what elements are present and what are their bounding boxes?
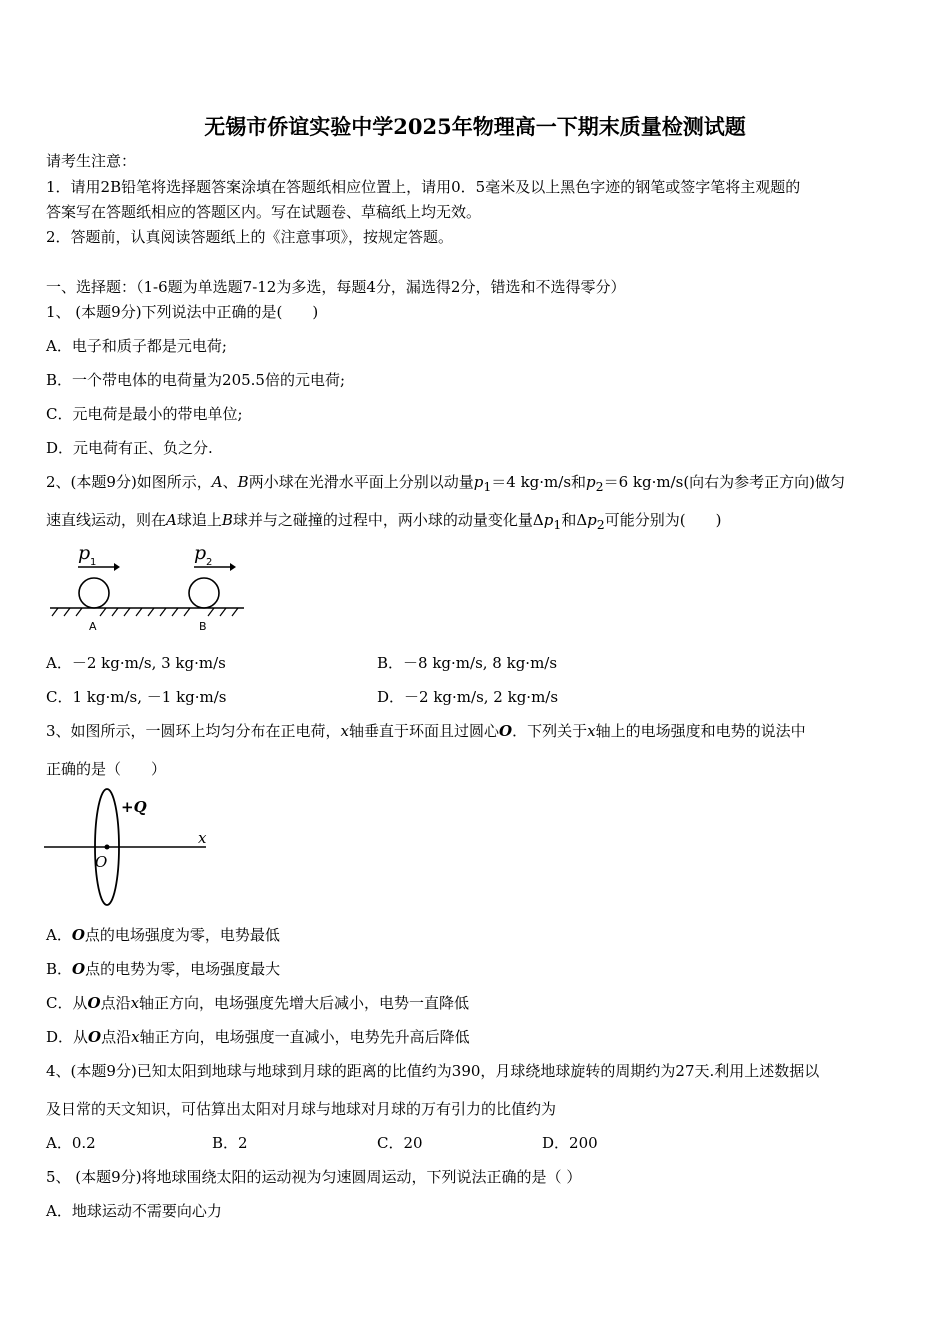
q4-stem-line-2: 及日常的天文知识，可估算出太阳对月球与地球对月球的万有引力的比值约为 <box>46 1100 557 1118</box>
q2-text: 、 <box>222 473 238 491</box>
q3-text: 3、如图所示，一圆环上均匀分布在正电荷， <box>46 722 341 740</box>
q2-fig-arrowhead-p1 <box>114 563 120 571</box>
q2-var-p: p <box>543 511 554 529</box>
q4-option-a: A．0.2 <box>46 1134 96 1152</box>
q3-var-x: x <box>587 722 596 740</box>
q2-fig-label-p1-sub: 1 <box>90 557 97 568</box>
q2-var-b: B <box>221 511 233 529</box>
q1-option-d: D．元电荷有正、负之分. <box>46 439 213 457</box>
q3-option-c-mid: 点沿 <box>100 994 131 1012</box>
q3-text: 轴垂直于环面且过圆心 <box>349 722 500 740</box>
q2-fig-label-b: B <box>199 620 207 633</box>
q3-option-b <box>46 960 280 978</box>
q1-option-a: A．电子和质子都是元电荷; <box>46 337 227 355</box>
q2-fig-label-p2-sub: 2 <box>206 557 213 568</box>
q3-option-c-prefix: C．从 <box>46 994 88 1012</box>
q5-stem: 5、 (本题9分)将地球围绕太阳的运动视为匀速圆周运动，下列说法正确的是（ ） <box>46 1168 582 1186</box>
q1-option-c: C．元电荷是最小的带电单位; <box>46 405 243 423</box>
q2-fig-ground-hatching <box>52 608 238 616</box>
q2-option-a: A．－2 kg·m/s, 3 kg·m/s <box>46 654 226 672</box>
q3-text: ．下列关于 <box>512 722 588 740</box>
notice-heading: 请考生注意： <box>46 152 137 170</box>
q2-var-p: p <box>473 473 484 491</box>
q3-var-x: x <box>131 1028 140 1046</box>
q2-fig-ball-b <box>189 578 219 608</box>
notice-line-1: 1．请用2B铅笔将选择题答案涂填在答题纸相应位置上，请用0．5毫米及以上黑色字迹的钢笔或签字笔将主观题的 <box>46 178 801 196</box>
q3-option-d-prefix: D．从 <box>46 1028 89 1046</box>
q3-option-b-prefix: B． <box>46 960 73 978</box>
page-title: 无锡市侨谊实验中学2025年物理高一下期末质量检测试题 <box>204 114 746 139</box>
q2-var-p: p <box>587 511 597 529</box>
q2-option-d: D．－2 kg·m/s, 2 kg·m/s <box>377 688 559 706</box>
q3-figure-charged-ring <box>44 785 214 909</box>
q3-var-o: O <box>71 926 85 944</box>
q3-fig-center-dot <box>105 845 110 850</box>
q4-option-b: B．2 <box>212 1134 248 1152</box>
q2-figure-two-balls <box>44 540 254 636</box>
q2-text: 两小球在光滑水平面上分别以动量 <box>248 473 474 491</box>
q2-text: 速直线运动，则在 <box>46 511 167 529</box>
q4-stem-line-1: 4、(本题9分)已知太阳到地球与地球到月球的距离的比值约为390，月球绕地球旋转的周期约为27天.利用上述数据以 <box>46 1062 820 1080</box>
q3-var-x: x <box>340 722 350 740</box>
q2-var-b: B <box>237 473 249 491</box>
section-heading: 一、选择题：（1-6题为单选题7-12为多选，每题4分，漏选得2分，错选和不选得零分） <box>46 278 626 296</box>
q2-stem-line-1 <box>46 473 845 494</box>
q2-fig-arrowhead-p2 <box>230 563 236 571</box>
q3-option-d <box>46 1028 470 1046</box>
q3-option-d-mid: 点沿 <box>101 1028 132 1046</box>
q4-option-d: D．200 <box>542 1134 598 1152</box>
q2-text: 球追上 <box>176 511 222 529</box>
q2-fig-label-a: A <box>89 620 97 633</box>
q3-var-o: O <box>499 722 513 740</box>
q2-stem-line-2 <box>46 511 721 532</box>
q2-text: 球并与之碰撞的过程中，两小球的动量变化量Δ <box>232 511 544 529</box>
q2-option-c: C．1 kg·m/s, －1 kg·m/s <box>46 688 227 706</box>
q2-fig-label-p1: p <box>78 542 91 564</box>
q3-fig-label-x: x <box>198 829 207 847</box>
q2-sub: 2 <box>596 517 605 532</box>
q3-var-o: O <box>87 994 101 1012</box>
q3-option-b-text: 点的电势为零，电场强度最大 <box>85 960 281 978</box>
notice-line-2: 答案写在答题纸相应的答题区内。写在试题卷、草稿纸上均无效。 <box>46 203 482 221</box>
q2-sub: 2 <box>595 479 604 494</box>
q2-text: ＝6 kg·m/s(向右为参考正方向)做匀 <box>603 473 846 491</box>
q3-fig-label-o: O <box>95 853 108 871</box>
q2-var-a: A <box>166 511 177 529</box>
q3-option-d-text: 轴正方向，电场强度一直减小，电势先升高后降低 <box>139 1028 470 1046</box>
q3-option-a <box>46 926 280 944</box>
q3-var-o: O <box>88 1028 102 1046</box>
q3-text: 轴上的电场强度和电势的说法中 <box>595 722 806 740</box>
q3-option-c <box>46 994 469 1012</box>
q2-sub: 1 <box>553 517 562 532</box>
q2-sub: 1 <box>483 479 492 494</box>
q2-text: 2、(本题9分)如图所示， <box>46 473 212 491</box>
q4-option-c: C．20 <box>377 1134 423 1152</box>
q2-var-p: p <box>586 473 596 491</box>
q3-fig-label-q: +Q <box>121 798 147 816</box>
q2-fig-ball-a <box>79 578 109 608</box>
notice-line-3: 2．答题前，认真阅读答题纸上的《注意事项》，按规定答题。 <box>46 228 454 246</box>
q2-text: ＝4 kg·m/s和 <box>491 473 587 491</box>
q2-text: 可能分别为( ) <box>604 511 722 529</box>
q3-stem-line-2: 正确的是（ ） <box>46 760 167 778</box>
q2-option-b: B．－8 kg·m/s, 8 kg·m/s <box>377 654 558 672</box>
q3-var-x: x <box>130 994 140 1012</box>
q2-fig-label-p2: p <box>194 542 207 564</box>
q2-var-a: A <box>211 473 223 491</box>
q3-option-c-text: 轴正方向，电场强度先增大后减小，电势一直降低 <box>139 994 470 1012</box>
q3-stem-line-1 <box>46 722 806 740</box>
q3-var-o: O <box>72 960 86 978</box>
q2-text: 和Δ <box>561 511 588 529</box>
q3-option-a-text: 点的电场强度为零，电势最低 <box>84 926 280 944</box>
q3-option-a-prefix: A． <box>46 926 72 944</box>
q1-stem: 1、 (本题9分)下列说法中正确的是( ) <box>46 303 319 321</box>
q5-option-a: A．地球运动不需要向心力 <box>46 1202 222 1220</box>
q1-option-b: B．一个带电体的电荷量为205.5倍的元电荷; <box>46 371 346 389</box>
